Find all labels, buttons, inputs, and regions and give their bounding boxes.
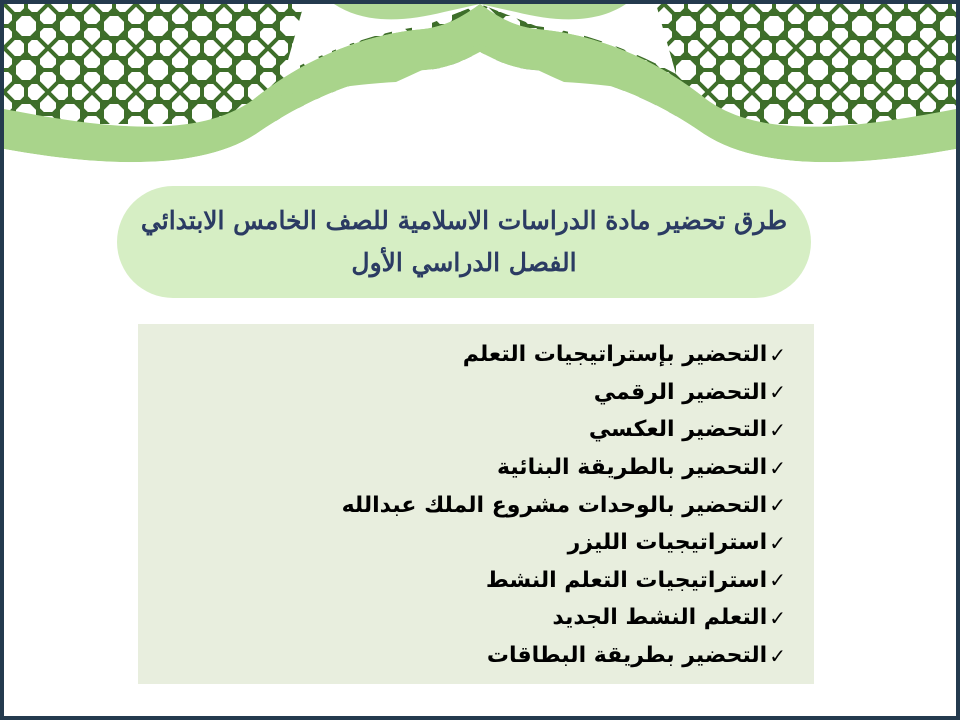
list-item-label: التحضير بإستراتيجيات التعلم xyxy=(462,342,768,368)
list-item xyxy=(148,599,786,637)
list-item xyxy=(148,486,786,524)
list-item xyxy=(148,411,786,449)
title-box xyxy=(117,186,811,298)
checkmark-icon: ✓ xyxy=(769,493,786,518)
checkmark-icon: ✓ xyxy=(769,643,786,668)
list-item xyxy=(148,637,786,675)
list-item-label: التحضير بالوحدات مشروع الملك عبدالله xyxy=(341,492,768,518)
checkmark-icon: ✓ xyxy=(769,455,786,480)
list-item-label: استراتيجيات الليزر xyxy=(567,530,768,556)
list-item-label: التعلم النشط الجديد xyxy=(552,605,768,631)
checkmark-icon: ✓ xyxy=(769,380,786,405)
list-item-label: التحضير الرقمي xyxy=(593,379,768,405)
checkmark-icon: ✓ xyxy=(769,568,786,593)
islamic-arch-ornament xyxy=(4,4,956,174)
checkmark-icon: ✓ xyxy=(769,530,786,555)
checkmark-icon: ✓ xyxy=(769,605,786,630)
list-item-label: استراتيجيات التعلم النشط xyxy=(485,567,768,593)
content-box xyxy=(138,324,814,684)
list-item xyxy=(148,524,786,562)
list-item xyxy=(148,449,786,487)
page-subtitle: الفصل الدراسي الأول xyxy=(351,248,577,277)
preparation-methods-list xyxy=(138,324,814,674)
list-item-label: التحضير بطريقة البطاقات xyxy=(486,643,768,669)
list-item xyxy=(148,562,786,600)
list-item xyxy=(148,336,786,374)
list-item-label: التحضير العكسي xyxy=(588,417,768,443)
checkmark-icon: ✓ xyxy=(769,417,786,442)
list-item-label: التحضير بالطريقة البنائية xyxy=(496,455,768,481)
page-title: طرق تحضير مادة الدراسات الاسلامية للصف الخامس الابتدائي xyxy=(140,206,788,235)
list-item xyxy=(148,374,786,412)
checkmark-icon: ✓ xyxy=(769,342,786,367)
